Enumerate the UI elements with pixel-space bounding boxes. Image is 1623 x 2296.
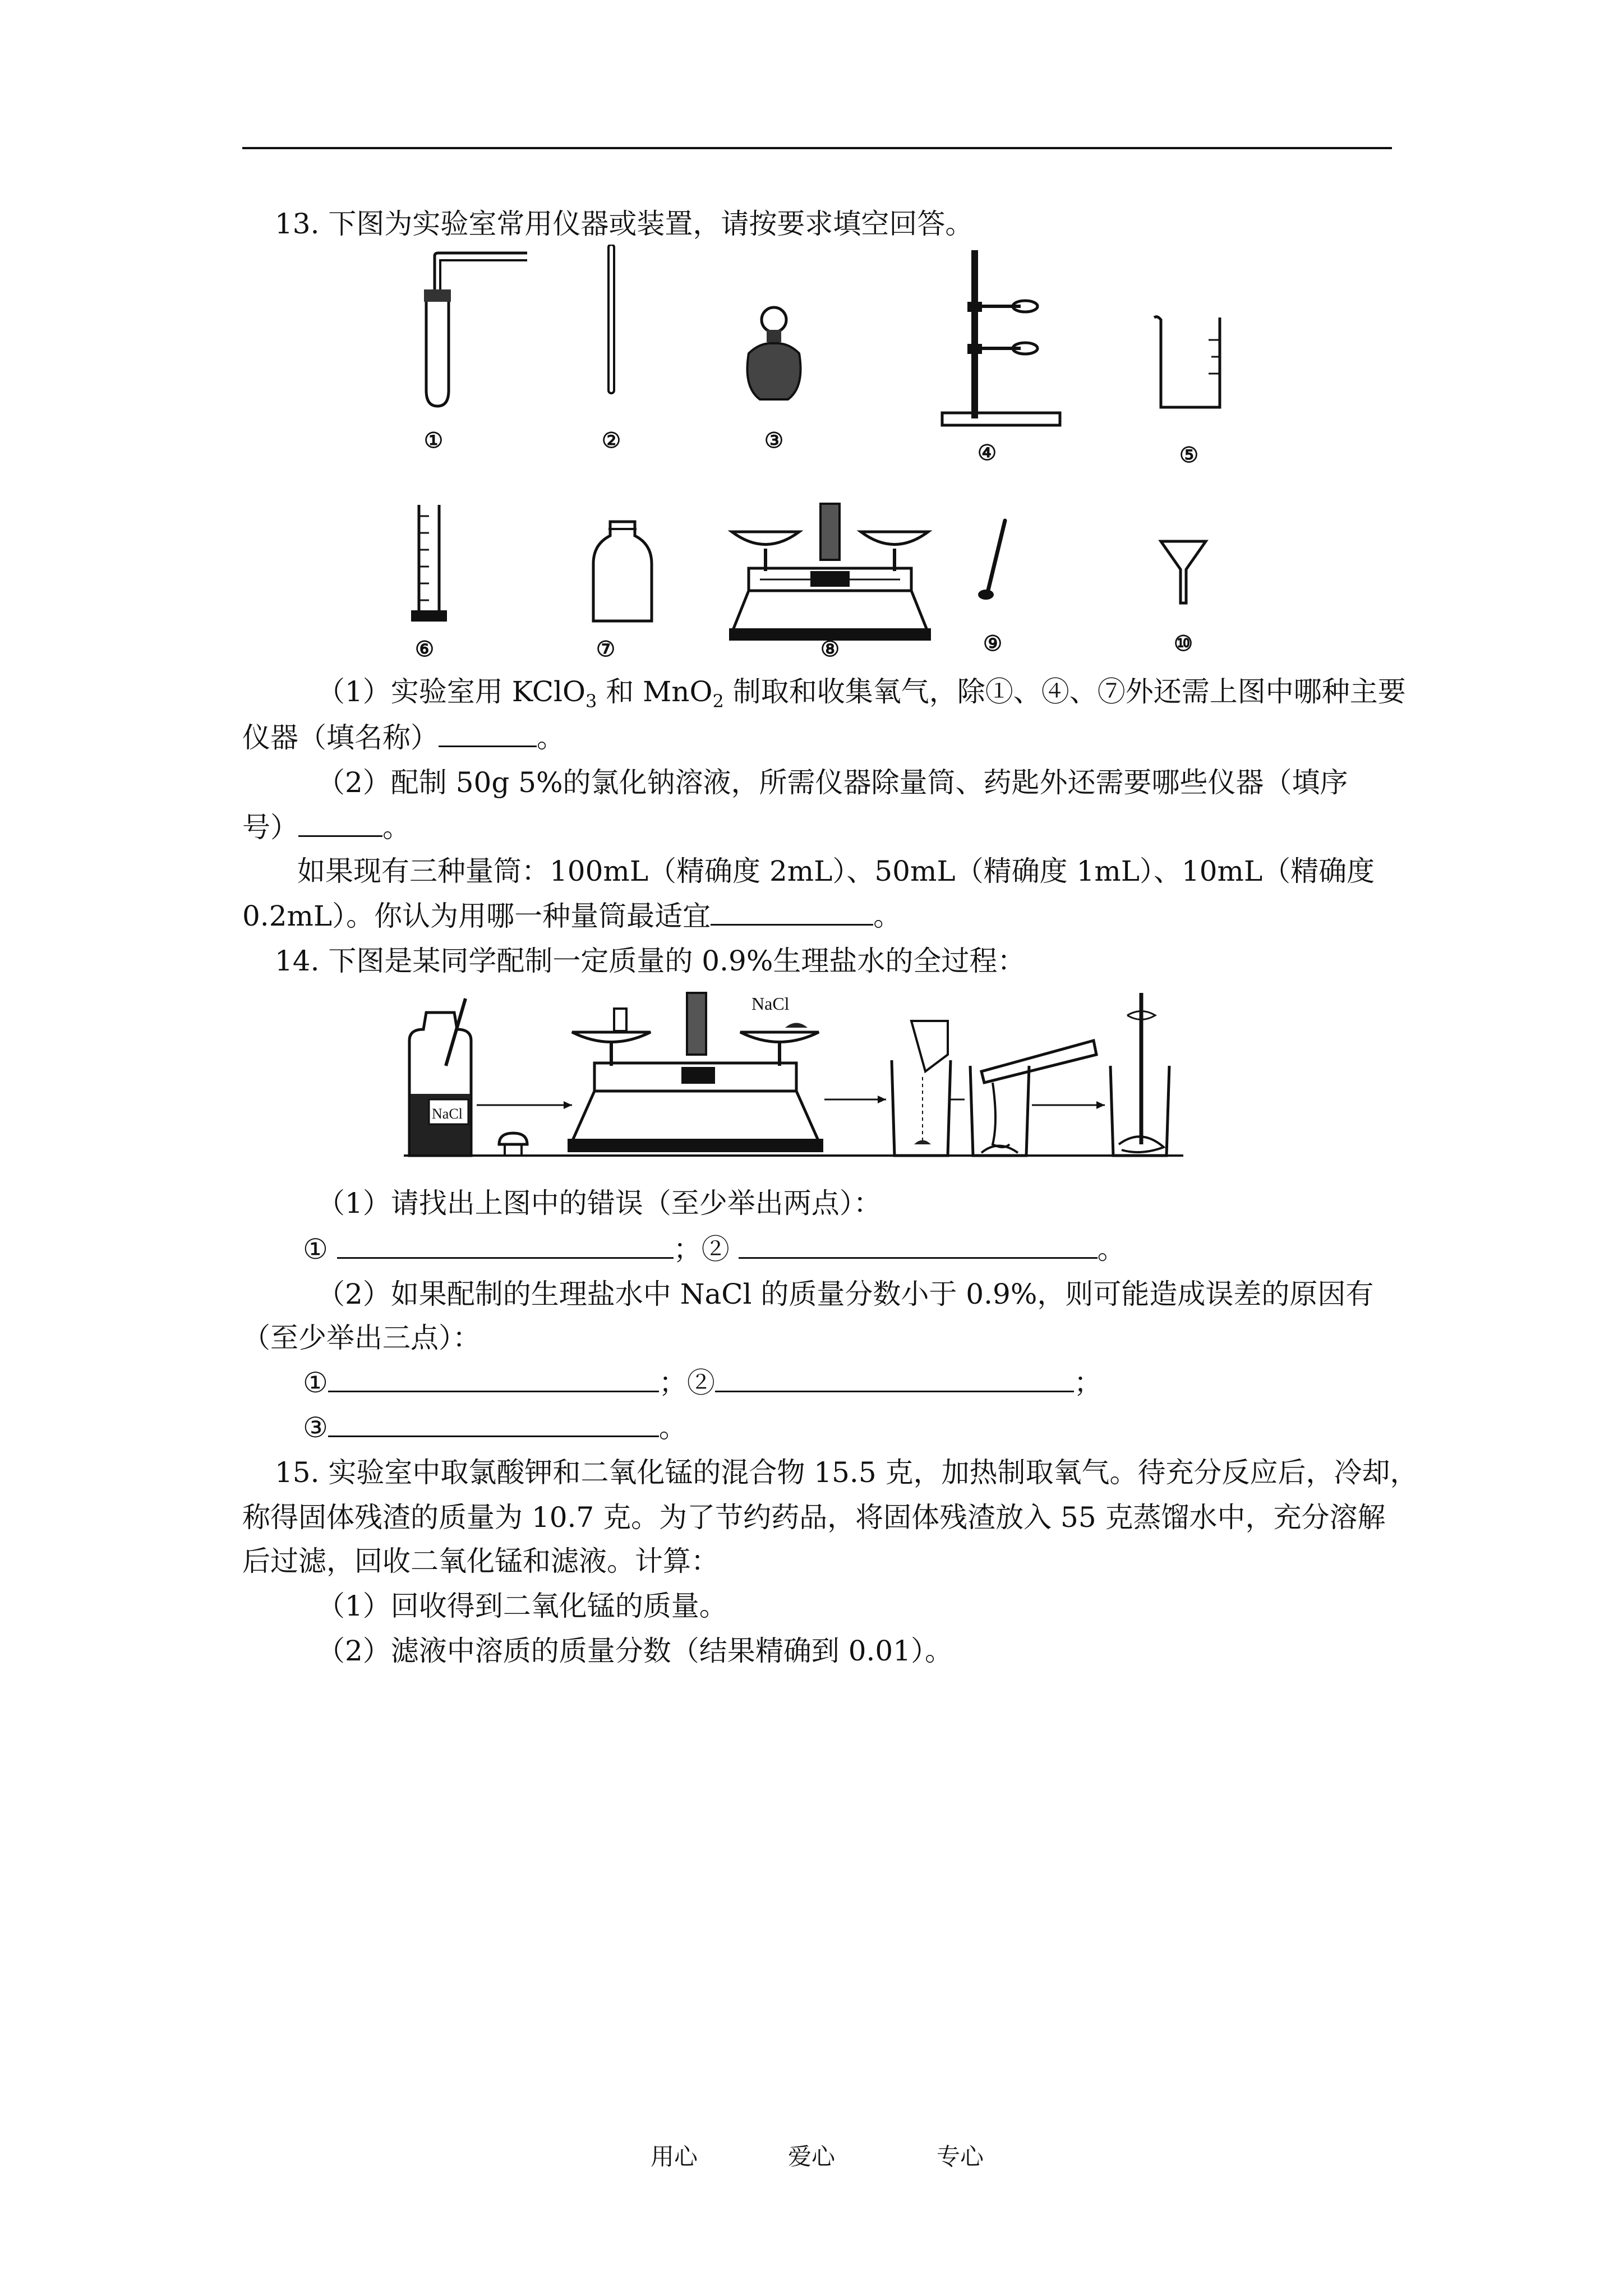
alcohol-lamp-figure bbox=[737, 303, 810, 404]
saline-preparation-process-figure bbox=[393, 987, 1245, 1161]
label-10: ⑩ bbox=[1173, 631, 1193, 656]
answer-blank[interactable] bbox=[711, 901, 873, 926]
label-6: ⑥ bbox=[414, 636, 435, 661]
label-5: ⑤ bbox=[1179, 442, 1199, 467]
q14-part2-answers-row1: ① ；② ； bbox=[303, 1366, 1102, 1399]
q14-part2-line2: （至少举出三点）： bbox=[242, 1322, 481, 1354]
answer-blank[interactable] bbox=[439, 723, 537, 747]
footer-text-3: 专心 bbox=[937, 2143, 984, 2170]
q14-part2-answers-row2: ③ 。 bbox=[303, 1411, 687, 1444]
footer-text-2: 爱心 bbox=[788, 2143, 836, 2170]
funnel-figure bbox=[1158, 539, 1209, 606]
answer-blank[interactable] bbox=[337, 1235, 674, 1259]
q13-part2-line2: 号） 。 bbox=[242, 811, 411, 844]
q13-part1-line2: 仪器（填名称） 。 bbox=[242, 721, 565, 754]
q15-part1: （1）回收得到二氧化锰的质量。 bbox=[317, 1590, 727, 1622]
q13-title: 13. 下图为实验室常用仪器或装置，请按要求填空回答。 bbox=[275, 208, 974, 240]
graduated-cylinder-figure bbox=[407, 505, 451, 625]
q15-line1: 15. 实验室中取氯酸钾和二氧化锰的混合物 15.5 克，加热制取氧气。待充分反应后，冷却， bbox=[275, 1456, 1418, 1489]
label-2: ② bbox=[601, 427, 621, 453]
q14-part1-answers: ① ；② 。 bbox=[303, 1233, 1126, 1266]
q15-line3: 后过滤，回收二氧化锰和滤液。计算： bbox=[242, 1545, 719, 1577]
medicine-spoon-figure bbox=[976, 516, 1015, 606]
test-tube-with-bent-tube-figure bbox=[404, 250, 538, 413]
q13-part1-line1: （1）实验室用 KClO$_3$ 和 MnO$_2$ 制取和收集氧气，除①、④、⑦外还需上图中哪种主要 bbox=[317, 675, 1406, 712]
label-1: ① bbox=[423, 427, 444, 453]
iron-stand-figure bbox=[937, 250, 1066, 430]
beaker-figure bbox=[1150, 312, 1228, 413]
answer-blank[interactable] bbox=[328, 1368, 659, 1392]
balance-label: NaCl bbox=[751, 993, 790, 1014]
answer-blank[interactable] bbox=[739, 1235, 1098, 1259]
q14-part1: （1）请找出上图中的错误（至少举出两点）： bbox=[317, 1187, 882, 1220]
answer-blank[interactable] bbox=[328, 1413, 659, 1437]
q13-part2-line1: （2）配制 50g 5%的氯化钠溶液，所需仪器除量筒、药匙外还需要哪些仪器（填序 bbox=[317, 766, 1348, 799]
gas-collection-bottle-figure bbox=[589, 519, 656, 625]
label-9: ⑨ bbox=[983, 631, 1003, 656]
label-4: ④ bbox=[977, 440, 997, 465]
q14-title: 14. 下图是某同学配制一定质量的 0.9%生理盐水的全过程： bbox=[275, 945, 1026, 977]
header-rule bbox=[242, 147, 1392, 149]
q13-part3-line1: 如果现有三种量筒：100mL（精确度 2mL）、50mL（精确度 1mL）、10mL（精确度 bbox=[297, 855, 1375, 887]
balance-figure bbox=[726, 498, 934, 644]
q14-part2-line1: （2）如果配制的生理盐水中 NaCl 的质量分数小于 0.9%，则可能造成误差的原因有 bbox=[317, 1278, 1374, 1310]
label-3: ③ bbox=[764, 427, 784, 453]
q15-part2: （2）滤液中溶质的质量分数（结果精确到 0.01）。 bbox=[317, 1635, 953, 1667]
answer-blank[interactable] bbox=[715, 1368, 1074, 1392]
answer-blank[interactable] bbox=[298, 813, 382, 837]
label-8: ⑧ bbox=[820, 636, 840, 661]
q15-line2: 称得固体残渣的质量为 10.7 克。为了节约药品，将固体残渣放入 55 克蒸馏水中，充分溶解 bbox=[242, 1501, 1386, 1534]
label-7: ⑦ bbox=[596, 636, 616, 661]
footer-text-1: 用心 bbox=[651, 2143, 698, 2170]
bottle-label: NaCl bbox=[432, 1106, 463, 1122]
q13-part3-line2: 0.2mL）。你认为用哪一种量筒最适宜 。 bbox=[242, 900, 902, 932]
glass-rod-figure bbox=[603, 245, 620, 396]
